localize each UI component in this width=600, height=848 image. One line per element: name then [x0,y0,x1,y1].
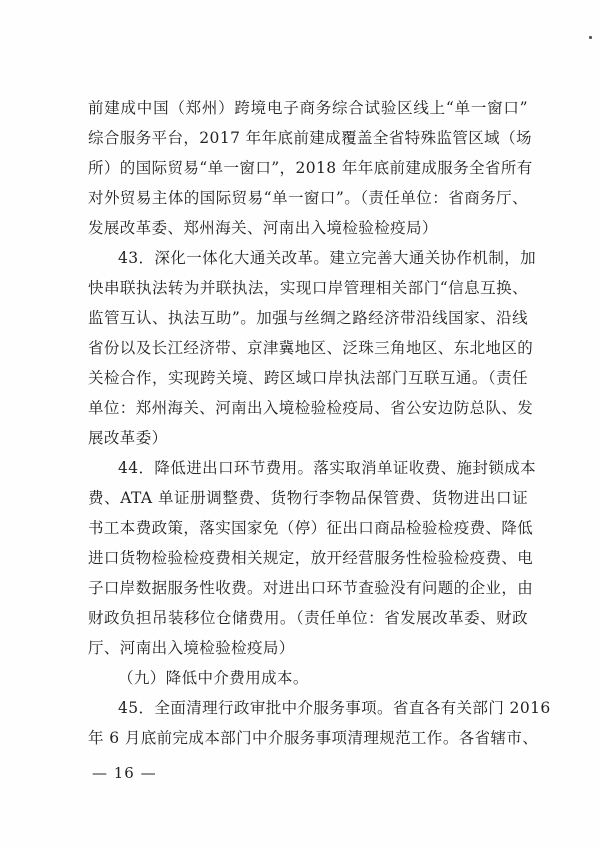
text-line: 书工本费政策，落实国家免（停）征出口商品检验检疫费、降低 [88,519,534,537]
text-line: 厅、河南出入境检验检疫局） [88,639,295,657]
section-heading-text: （九）降低中介费用成本。 [118,669,309,687]
text-line: 所）的国际贸易“单一窗口”，2018 年年底前建成服务全省所有 [88,159,533,177]
text-line: 财政负担吊装移位仓储费用。（责任单位：省发展改革委、财政 [88,609,528,627]
text-line: 关检合作，实现跨关境、跨区域口岸执法部门互联互通。（责任 [88,369,528,387]
text-line: 44．降低进出口环节费用。落实取消单证收费、施封锁成本 [118,459,537,477]
text-line: 快串联执法转为并联执法，实现口岸管理相关部门“信息互换、 [88,279,528,297]
text-line: 综合服务平台，2017 年年底前建成覆盖全省特殊监管区域（场 [88,129,532,147]
text-line: 费、ATA 单证册调整费、货物行李物品保管费、货物进出口证 [88,489,528,507]
text-line: 前建成中国（郑州）跨境电子商务综合试验区线上“单一窗口” [88,99,528,117]
text-line: 进口货物检验检疫费相关规定，放开经营服务性检验检疫费、电 [88,549,534,567]
text-line: 单位：郑州海关、河南出入境检验检疫局、省公安边防总队、发 [88,399,534,417]
text-line: 43．深化一体化大通关改革。建立完善大通关协作机制，加 [118,249,537,267]
text-line: 展改革委） [88,429,168,447]
text-line: 监管互认、执法互助”。加强与丝绸之路经济带沿线国家、沿线 [88,309,528,327]
text-line: 对外贸易主体的国际贸易“单一窗口”。（责任单位：省商务厅、 [88,189,528,207]
text-line: 年 6 月底前完成本部门中介服务事项清理规范工作。各省辖市、 [88,729,539,747]
paragraph-continuation [88,93,533,243]
paragraph-43 [88,243,537,453]
paragraph-45 [88,693,551,753]
section-heading [88,663,528,693]
scan-mark [589,36,592,39]
text-line: 子口岸数据服务性收费。对进出口环节查验没有问题的企业，由 [88,579,534,597]
page-number: — 16 — [92,764,157,782]
text-line: 省份以及长江经济带、京津冀地区、泛珠三角地区、东北地区的 [88,339,534,357]
text-line: 45．全面清理行政审批中介服务事项。省直各有关部门 2016 [118,699,551,717]
text-line: 发展改革委、郑州海关、河南出入境检验检疫局） [88,219,438,237]
paragraph-44 [88,453,537,663]
